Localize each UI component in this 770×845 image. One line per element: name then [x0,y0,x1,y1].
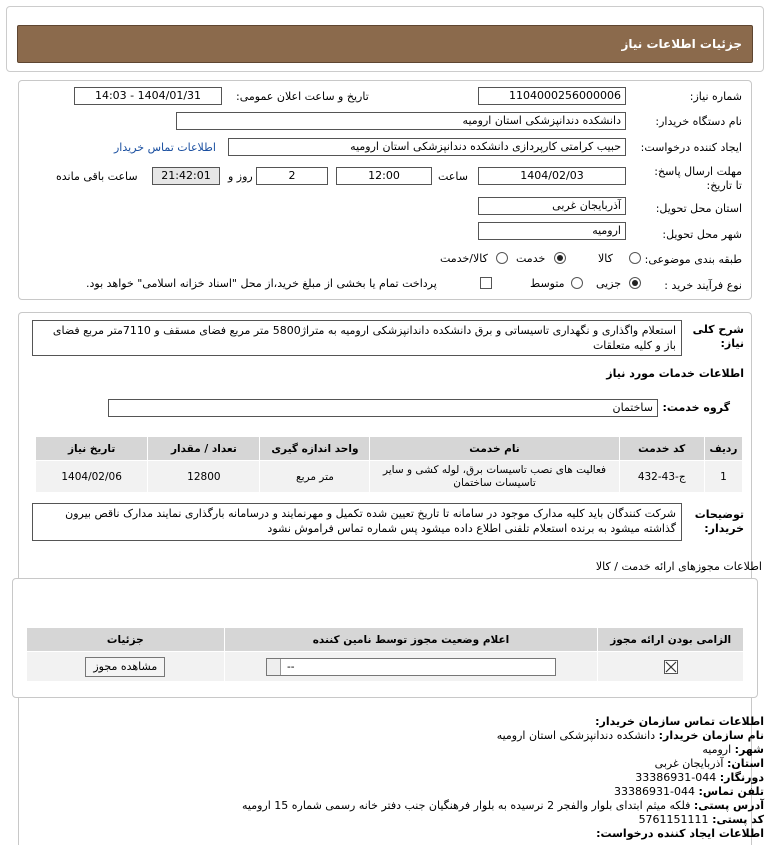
buyer-notes-label: توضیحات خریدار: [694,508,744,535]
category-radio-service[interactable] [554,252,566,264]
category-option-service: خدمت [516,252,546,265]
cell-qty: 12800 [148,461,260,493]
org-value: دانشکده دندانپزشکی استان ارومیه [496,729,656,742]
cell-unit: متر مربع [260,461,370,493]
need-number-field: 1104000256000006 [478,87,626,105]
category-label: طبقه بندی موضوعی: [644,253,742,266]
contact-org [497,729,764,742]
cell-row: 1 [704,461,742,493]
permit-required-checkbox[interactable] [664,660,678,674]
col-permit-details: جزئیات [27,628,225,652]
treasury-payment-note: پرداخت تمام یا بخشی از مبلغ خرید،از محل "اسناد خزانه اسلامی" خواهد بود. [86,277,437,290]
province-contact-label: استان: [727,757,764,770]
table-row [27,652,744,682]
col-code: کد خدمت [619,437,704,461]
page-title: جزئیات اطلاعات نیاز [17,25,753,63]
contact-phone [614,785,764,798]
treasury-payment-checkbox[interactable] [480,277,492,289]
services-section-title: اطلاعات خدمات مورد نیاز [606,367,744,380]
buyer-field: دانشکده دندانپزشکی استان ارومیه [176,112,626,130]
col-name: نام خدمت [370,437,619,461]
services-table [35,436,743,493]
buyer-label: نام دستگاه خریدار: [655,115,742,128]
col-unit: واحد اندازه گیری [260,437,370,461]
postal-label: کد پستی: [712,813,764,826]
contact-title-text: اطلاعات تماس سازمان خریدار: [595,715,764,728]
days-label: روز و [228,170,253,183]
process-option-medium: متوسط [530,277,565,290]
process-option-minor: جزیی [596,277,622,290]
time-label: ساعت [438,170,468,183]
city-label: شهر محل تحویل: [662,228,742,241]
header-panel [6,6,764,72]
permit-status-value: -- [287,660,295,673]
permit-status-select[interactable] [266,658,556,676]
city-contact-value: ارومیه [702,743,732,756]
deadline-date-field: 1404/02/03 [478,167,626,185]
phone-label: تلفن تماس: [698,785,764,798]
creator-info-title [596,827,764,840]
col-qty: تعداد / مقدار [148,437,260,461]
col-date: تاریخ نیاز [36,437,148,461]
cell-date: 1404/02/06 [36,461,148,493]
province-field: آذربایجان غربی [478,197,626,215]
deadline-label: مهلت ارسال پاسخ: تا تاریخ: [654,165,742,192]
announce-label: تاریخ و ساعت اعلان عمومی: [236,90,369,103]
fax-label: دورنگار: [719,771,764,784]
col-permit-required: الزامی بودن ارائه مجوز [598,628,744,652]
province-label: استان محل تحویل: [655,202,742,215]
city-contact-label: شهر: [734,743,764,756]
service-group-field: ساختمان [108,399,658,417]
category-option-both: کالا/خدمت [440,252,488,265]
summary-text: استعلام واگذاری و نگهداری تاسیساتی و برق دانشکده داندانپزشکی ارومیه به متراژ5800 متر مربع فضای مسقف و 7110متر مربع فضای باز و کلیه متعلقات [32,320,682,356]
permit-details-cell [27,652,225,682]
contact-address [242,799,764,812]
address-value: فلکه میثم ابتدای بلوار والفجر 2 نرسیده به بلوار فرهنگیان جنب دفتر خانه رسمی شماره 15 ارومیه [242,799,691,812]
days-field: 2 [256,167,328,185]
creator-label: ایجاد کننده درخواست: [640,141,742,154]
category-radio-goods[interactable] [629,252,641,264]
buyer-notes-text: شرکت کنندگان باید کلیه مدارک موجود در سامانه تا تاریخ تعیین شده تکمیل و مهرنمایند و درسامانه بارگذاری نمایند مدارک ناقص بیرون گذاشته میشود به برنده استعلام تلفنی اطلاع داده میشود پس شماره تماس فراموش نشود [32,503,682,541]
permit-status-cell [224,652,598,682]
remaining-label: ساعت باقی مانده [56,170,138,183]
postal-value: 5761151111 [638,813,709,826]
province-contact-value: آذربایجان غربی [654,757,724,770]
category-option-goods: کالا [598,252,613,265]
creator-info-title-text: اطلاعات ایجاد کننده درخواست: [596,827,764,840]
summary-label: شرح کلی نیاز: [692,323,744,350]
creator-field: حبیب کرامتی کارپردازی دانشکده دندانپزشکی استان ارومیه [228,138,626,156]
address-label: آدرس پستی: [693,799,764,812]
contact-province [655,757,764,770]
col-row: ردیف [704,437,742,461]
permits-section-title: اطلاعات مجوزهای ارائه خدمت / کالا [595,560,762,573]
need-number-label: شماره نیاز: [689,90,742,103]
announce-field: 1404/01/31 - 14:03 [74,87,222,105]
cell-name: فعالیت های نصب تاسیسات برق، لوله کشی و سایر تاسیسات ساختمان [370,461,619,493]
view-permit-button[interactable]: مشاهده مجوز [85,657,165,677]
col-permit-status: اعلام وضعیت مجوز توسط نامین کننده [224,628,598,652]
table-row [36,461,743,493]
process-radio-medium[interactable] [571,277,583,289]
permits-table [26,627,744,682]
contact-title [595,715,764,728]
dropdown-arrow-icon[interactable] [267,659,281,675]
contact-fax [635,771,764,784]
services-table-header [36,437,743,461]
process-radio-minor[interactable] [629,277,641,289]
permit-required-cell [598,652,744,682]
fax-value: 044-33386931 [635,771,717,784]
phone-value: 044-33386931 [614,785,696,798]
cross-icon [665,661,677,673]
remaining-time-field: 21:42:01 [152,167,220,185]
service-group-label: گروه خدمت: [662,401,730,414]
deadline-time-field: 12:00 [336,167,432,185]
permits-table-header [27,628,744,652]
process-label: نوع فرآیند خرید : [664,279,742,292]
category-radio-both[interactable] [496,252,508,264]
contact-buyer-link[interactable]: اطلاعات تماس خریدار [114,141,216,154]
cell-code: ج-43-432 [619,461,704,493]
city-field: ارومیه [478,222,626,240]
contact-postal [639,813,764,826]
contact-city [702,743,764,756]
org-label: نام سازمان خریدار: [658,729,764,742]
